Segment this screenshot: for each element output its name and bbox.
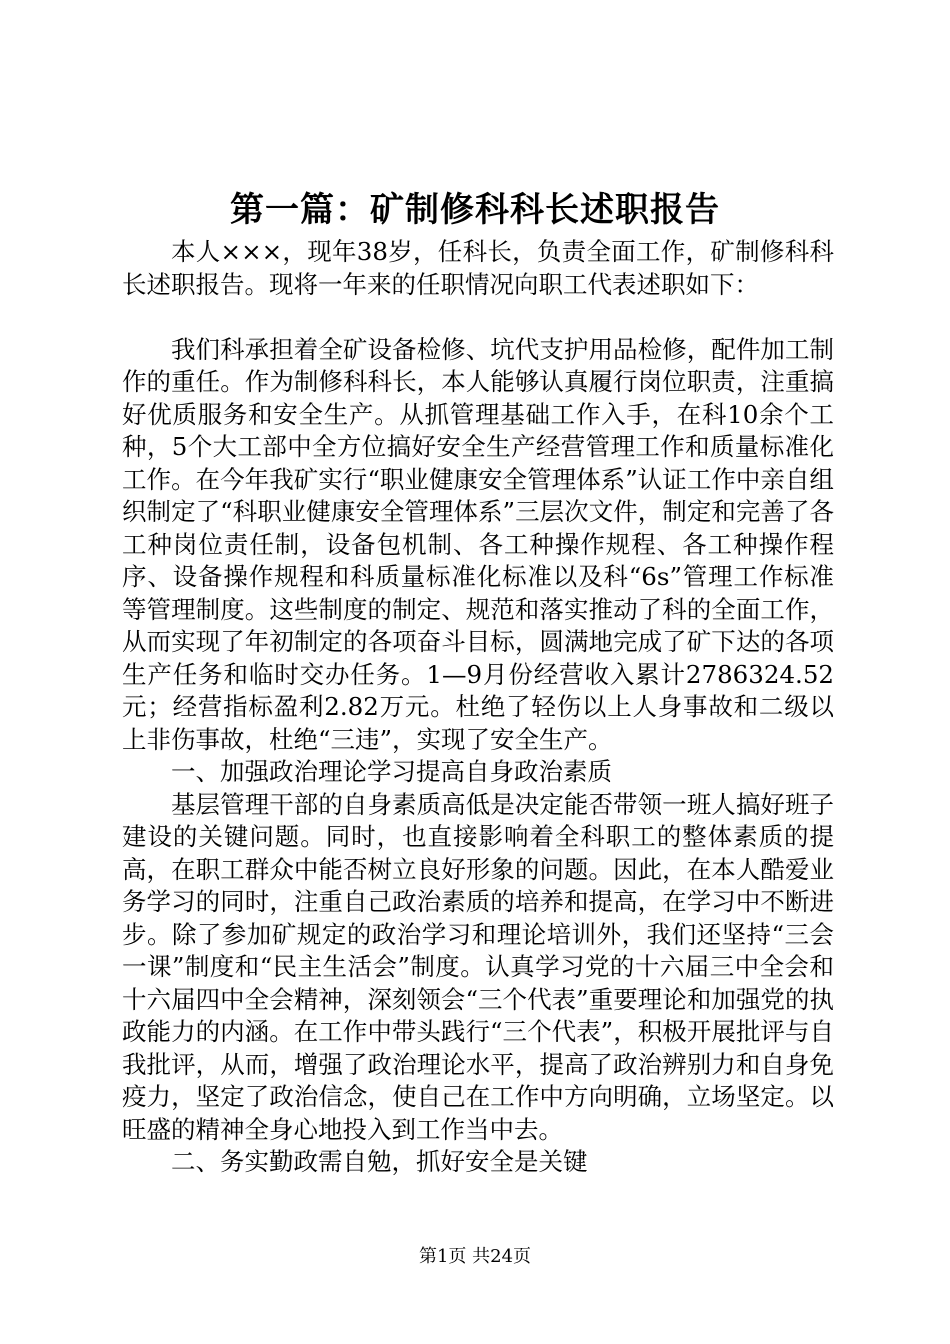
paragraph-political-study: 基层管理干部的自身素质高低是决定能否带领一班人搞好班子建设的关键问题。同时，也直接影响着全科职工的整体素质的提高，在职工群众中能否树立良好形象的问题。因此，在本人酷爱业务学习的同时，注重自己政治素质的培养和提高，在学习中不断进步。除了参加矿规定的政治学习和理论培训外，我们还坚持“三会一课”制度和“民主生活会”制度。认真学习党的十六届三中全会和十六届四中全会精神，深刻领会“三个代表”重要理论和加强党的执政能力的内涵。在工作中带头践行“三个代表”，积极开展批评与自我批评，从而，增强了政治理论水平，提高了政治辨别力和自身免疫力，坚定了政治信念，使自己在工作中方向明确，立场坚定。以旺盛的精神全身心地投入到工作当中去。	[122, 789, 834, 1144]
page-footer: 第1页 共24页	[418, 1246, 532, 1267]
section-heading-1: 一、加强政治理论学习提高自身政治素质	[171, 757, 612, 786]
document-title: 第一篇：矿制修科科长述职报告	[230, 190, 720, 230]
section-heading-2: 二、务实勤政需自勉，抓好安全是关键	[171, 1147, 588, 1176]
paragraph-intro: 本人×××，现年38岁，任科长，负责全面工作，矿制修科科长述职报告。现将一年来的任职情况向职工代表述职如下：	[122, 237, 834, 299]
paragraph-work-summary: 我们科承担着全矿设备检修、坑代支护用品检修，配件加工制作的重任。作为制修科科长，本人能够认真履行岗位职责，注重搞好优质服务和安全生产。从抓管理基础工作入手，在科10余个工种，5个大工部中全方位搞好安全生产经营管理工作和质量标准化工作。在今年我矿实行“职业健康安全管理体系”认证工作中亲自组织制定了“科职业健康安全管理体系”三层次文件，制定和完善了各工种岗位责任制，设备包机制、各工种操作规程、各工种操作程序、设备操作规程和科质量标准化标准以及科“6s”管理工作标准等管理制度。这些制度的制定、规范和落实推动了科的全面工作，从而实现了年初制定的各项奋斗目标，圆满地完成了矿下达的各项生产任务和临时交办任务。1—9月份经营收入累计2786324.52元；经营指标盈利2.82万元。杜绝了轻伤以上人身事故和二级以上非伤事故，杜绝“三违”，实现了安全生产。	[122, 334, 834, 754]
document-body	[122, 236, 834, 1179]
